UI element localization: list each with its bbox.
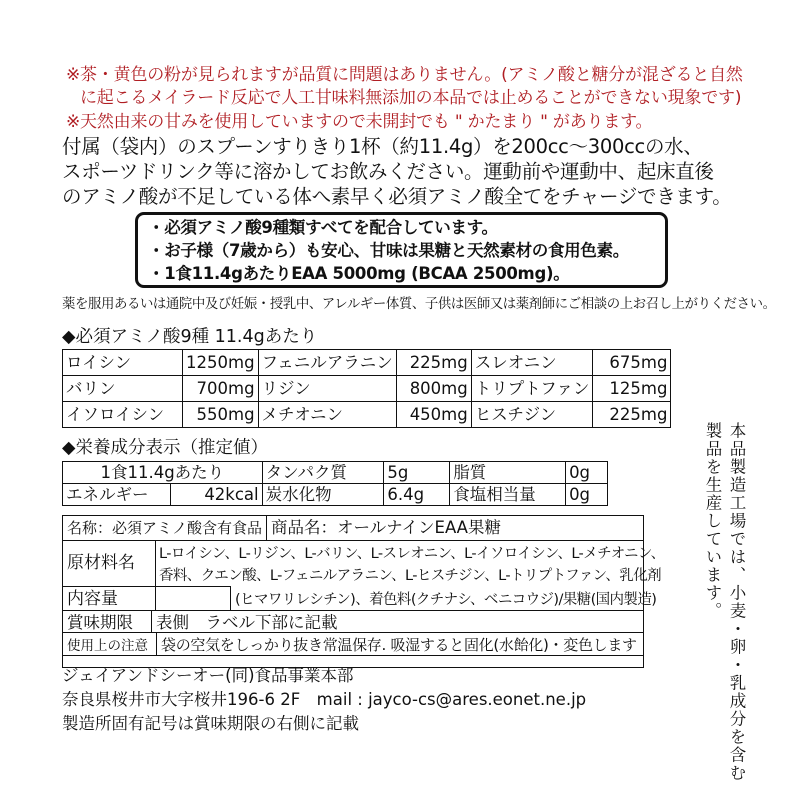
amino-name: バリン (63, 376, 183, 402)
nutrient-name: 食塩相当量 (450, 484, 566, 506)
caution-text: 薬を服用あるいは通院中及び妊娠・授乳中、アレルギー体質、子供は医師又は薬剤師にご相談の上お召し上がりください。 (62, 297, 776, 312)
product-label-box (62, 515, 665, 668)
ingredients-line2: 香料、クエン酸、L-フェニルアラニン、L-ヒスチジン、L-トリプトファン、乳化剤 (159, 568, 662, 584)
feature-item: ・必須アミノ酸9種類すべてを配合しています。 (148, 218, 498, 237)
table-row (63, 484, 608, 506)
amino-name: ロイシン (63, 350, 183, 376)
feature-item: ・1食11.4gあたりEAA 5000mg (BCAA 2500mg)。 (148, 264, 570, 283)
table-row (63, 350, 671, 376)
nutrient-value: 0g (566, 462, 608, 484)
table-row (63, 462, 608, 484)
amino-amount: 1250mg (183, 350, 259, 376)
expiry-label: 賞味期限 (67, 613, 133, 632)
nutrition-section-title: ◆栄養成分表示（推定値） (62, 438, 268, 458)
feature-item: ・お子様（7歳から）も安心、甘味は果糖と天然素材の食用色素。 (148, 241, 629, 260)
amino-amount: 450mg (396, 402, 471, 428)
amino-amount: 125mg (593, 376, 671, 402)
food-category: 名称：必須アミノ酸含有食品 (67, 519, 263, 537)
amino-name: メチオニン (258, 402, 396, 428)
divider (63, 586, 230, 587)
nutrient-value: 5g (384, 462, 450, 484)
amino-section-title: ◆必須アミノ酸9種 11.4gあたり (62, 327, 318, 347)
table-row (63, 402, 671, 428)
divider (63, 540, 643, 541)
divider (63, 632, 643, 633)
ingredients-line1: L-ロイシン、L-リジン、L-バリン、L-スレオニン、L-イソロイシン、L-メチオニン、 (159, 546, 665, 562)
manufacturer-address: 奈良県桜井市大字桜井196-6 2F mail : jayco-cs@ares.eonet.ne.jp (62, 690, 587, 709)
amino-amount: 800mg (396, 376, 471, 402)
nutrient-value: 0g (566, 484, 608, 506)
table-row (63, 376, 671, 402)
nutrient-name: エネルギー (63, 484, 171, 506)
volume-label: 内容量 (67, 589, 118, 609)
amino-name: ヒスチジン (471, 402, 593, 428)
expiry-value: 表側 ラベル下部に記載 (156, 613, 338, 632)
nutrition-table (62, 461, 608, 506)
nutrient-name: 炭水化物 (262, 484, 384, 506)
lot-code-note: 製造所固有記号は賞味期限の右側に記載 (62, 714, 359, 733)
amino-name: トリプトファン (471, 376, 593, 402)
amino-amount: 675mg (593, 350, 671, 376)
amino-amount: 550mg (183, 402, 259, 428)
amino-amount: 700mg (183, 376, 259, 402)
divider (63, 610, 643, 611)
nutrient-name: 脂質 (450, 462, 566, 484)
nutrient-value: 6.4g (384, 484, 450, 506)
serving-size: 1食11.4gあたり (63, 462, 263, 484)
feature-box (135, 212, 668, 288)
maillard-note-line1: ※茶・黄色の粉が見られますが品質に問題はありません。(アミノ酸と糖分が混ざると自然 (66, 65, 743, 85)
maillard-note-line2: に起こるメイラード反応で人工甘味料無添加の本品では止めることができない現象です) (80, 88, 742, 108)
amino-amount: 225mg (396, 350, 471, 376)
divider (230, 586, 231, 611)
directions-line3: のアミノ酸が不足している体へ素早く必須アミノ酸全てをチャージできます。 (62, 185, 732, 208)
ingredients-line3: (ヒマワリレシチン)、着色料(クチナシ、ベニコウジ)/果糖(国内製造) (235, 592, 657, 608)
amino-acid-table (62, 349, 671, 428)
amino-name: フェニルアラニン (258, 350, 396, 376)
ingredients-label: 原材料名 (67, 553, 135, 573)
amino-name: イソロイシン (63, 402, 183, 428)
manufacturer-name: ジェイアンドシーオー(同)食品事業本部 (62, 666, 354, 685)
nutrient-name: タンパク質 (262, 462, 384, 484)
amino-name: リジン (258, 376, 396, 402)
divider (63, 655, 643, 656)
usage-value: 袋の空気をしっかり抜き常温保存. 吸湿すると固化(水飴化)・変色します (161, 636, 637, 654)
divider (156, 633, 157, 655)
divider (155, 541, 156, 611)
usage-label: 使用上の注意 (67, 638, 148, 654)
directions-text (62, 134, 731, 209)
amino-name: スレオニン (471, 350, 593, 376)
product-name: 商品名：オールナインEAA果糖 (271, 518, 501, 537)
directions-line1: 付属（袋内）のスプーンすりきり1杯（約11.4g）を200cc～300ccの水、 (62, 135, 703, 158)
directions-line2: スポーツドリンク等に溶かしてお飲みください。運動前や運動中、起床直後 (62, 160, 714, 183)
allergen-note: 本品製造工場では、小麦・卵・乳成分を含む製品を生産しています。 (703, 422, 746, 782)
nutrient-value: 42kcal (170, 484, 262, 506)
amino-amount: 225mg (593, 402, 671, 428)
lump-note: ※天然由来の甘みを使用していますので未開封でも " かたまり " があります。 (66, 112, 653, 132)
divider (266, 516, 267, 541)
divider (151, 611, 152, 633)
